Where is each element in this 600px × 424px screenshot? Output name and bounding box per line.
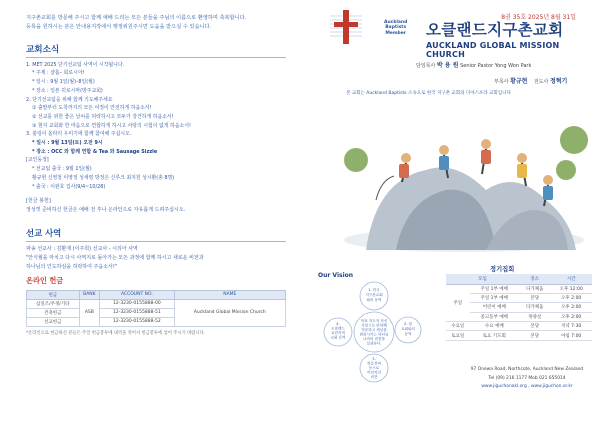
senior-pastor: 담임목사 박 용 원 Senior Pastor Yong Won Park xyxy=(416,62,532,69)
vision-center-line: 변화시키는 하나님 xyxy=(359,332,389,337)
staff-list: 부목사 황규현 전도사 정혁기 xyxy=(494,78,568,85)
mission-line: 하나님의 인도하심을 허락하여 주옵소서!" xyxy=(26,263,118,270)
phone: Tel (09) 216 1177 Mob 021 655014 xyxy=(488,375,566,381)
table-row: 수요일 수요 예배 본당 저녁 7:30 xyxy=(446,322,592,331)
news-item: ③ 현지 교회와 한 마음으로 연합하게 하시고 사랑의 시험이 없게 하옵소서! xyxy=(32,122,191,129)
vision-item: 교회와의 xyxy=(401,327,415,331)
contact-info xyxy=(458,366,596,392)
website-link[interactable]: www.jiguchonakl.org , www.jiguchon.or.kr xyxy=(481,384,573,389)
schedule-header: 시간 xyxy=(550,274,592,284)
table-row: 토요일 토요 기도회 본당 아침 7:00 xyxy=(446,331,592,340)
vision-item: 교회 동역 xyxy=(330,335,346,340)
schedule-header: 모임 xyxy=(446,274,519,284)
vision-item: 동역 xyxy=(404,332,412,336)
left-page xyxy=(26,10,298,336)
vision-item: 복음전파 xyxy=(367,361,381,366)
table-row: 선교헌금 12-3230-0155888-52 xyxy=(27,317,286,326)
church-logo-icon xyxy=(326,8,366,46)
welcome-text xyxy=(26,14,298,31)
welcome-line: 등록을 원하시는 분은 안내용지작에서 행정위원주시면 도움을 받으실 수 있습니다. xyxy=(26,23,212,30)
vision-item: 동으로 xyxy=(368,366,380,370)
vision-item: 비전 xyxy=(370,375,378,379)
news-item: * 선교팀 출국 : 9월 1일(월) xyxy=(32,166,92,173)
baptist-member-badge: Auckland Baptists Member xyxy=(384,20,408,36)
offering-notice xyxy=(26,197,298,214)
table-row: 주일 주일 1부 예배 다가체움 오후 12:00 xyxy=(446,284,592,293)
vision-center-line: 나라의 비전을 xyxy=(363,337,385,341)
mission-title: 선교 사역 xyxy=(26,227,286,242)
schedule-table xyxy=(446,274,592,341)
table-row: 건축헌금 12-3230-0155888-51 xyxy=(27,308,286,317)
offering-text: 정성껏 준비하신 헌금은 예배 전 후나 온라인으로 자유롭게 드려주십시오. xyxy=(26,206,186,213)
bank-table xyxy=(26,290,286,327)
vision-item: 오클랜드 xyxy=(331,326,345,331)
vision-title: Our Vision xyxy=(318,272,354,279)
vision-center-line: 사랑으로 안락해 xyxy=(361,323,387,328)
news-item: 황규현 신영철 이영정 성세령 방정은 신루크 최지원 성시환(총 8명) xyxy=(32,174,175,181)
vision-diagram xyxy=(316,278,436,384)
schedule-header: 장소 xyxy=(519,274,550,284)
offering-heading: [헌금 봉헌] xyxy=(26,198,51,205)
church-name-korean: 오클랜드지구촌교회 xyxy=(426,21,564,39)
bank-header: 헌금 xyxy=(27,290,80,299)
bank-name: ASB xyxy=(79,299,100,326)
account-name: Auckland Global Mission Church xyxy=(174,299,285,326)
vision-center-line: 적응하고 세상을 xyxy=(361,328,387,332)
vision-item: 2. 열 xyxy=(403,322,413,326)
news-item: 1. MET 2025 단기선교팀 사역이 시작됩니다. xyxy=(26,61,125,68)
issue-date: 8권 35호 2025년 8월 31일 xyxy=(501,14,576,21)
vision-center-line: 목표 지도자 자신 xyxy=(360,319,388,323)
table-row: 중고등부 예배 목양실 오후 2:00 xyxy=(446,312,592,321)
news-item: [교인동정] xyxy=(26,157,49,164)
news-item: * 일시 : 9월 1일(월)–8일(월) xyxy=(32,79,95,86)
mission-text xyxy=(26,245,298,272)
news-title: 교회소식 xyxy=(26,43,286,58)
mission-line: 파송 선교사 : 김환재 (이주희) 선교사 - 시리아 사역 xyxy=(26,245,138,252)
table-row: 주일 1부 예배 본당 오후 2:00 xyxy=(446,293,592,302)
vision-item: 이민자의 xyxy=(367,370,381,375)
vision-item: 4. xyxy=(336,322,340,326)
table-row: 십일조/주정/기타 ASB 12-3230-0155888-00 Auckland Global Mission Church xyxy=(27,299,286,308)
news-item: * 출국 : 이관호 집사(9/4~10/28) xyxy=(32,183,106,190)
vision-item: 1. 한국 xyxy=(368,288,380,292)
news-item: * 장소 : OCC 와 함께 연합 & Tea 와 Sausage Sizzle xyxy=(32,148,158,155)
news-item: 2. 단기선교팀을 위해 함께 기도해주세요 xyxy=(26,96,113,103)
vision-item: 지구촌교회 xyxy=(365,293,383,297)
mountain-climbers-illustration xyxy=(336,100,592,254)
online-offering-title: 온라인 헌금 xyxy=(26,275,64,285)
schedule-title: 정기집회 xyxy=(490,266,515,273)
vision-item: 와의 동역 xyxy=(366,298,382,302)
vision-item: 교민지역 xyxy=(331,331,345,335)
bank-header: NAME xyxy=(174,290,285,299)
address: 97 Onewa Road, Northcote, Auckland New Zealand xyxy=(470,367,584,372)
church-description: 본 교회는 Auckland Baptists 소속으로 한국 지구촌 교회의 디아스포라 교회입니다 xyxy=(346,91,511,96)
offering-note: *온라인으로 헌금하신 분들은 주일 헌금봉투에 내역을 적어서 헌금봉투에 넣어 주시기 바랍니다. xyxy=(26,330,206,336)
news-item: * 일시 : 9월 13일(토) 오전 9시 xyxy=(32,140,103,147)
bank-header: ACCOUNT NO. xyxy=(100,290,174,299)
bank-header: BANK xyxy=(79,290,100,299)
news-item: 3. 볼링이 올라리 우미기에 함께 참여해 주십시오. xyxy=(26,131,132,138)
vision-center-line: 실현한다. xyxy=(366,341,382,346)
news-item: ② 선교를 위한 좋은 날씨를 허락하시고 모두가 강건하게 하옵소서! xyxy=(32,113,174,120)
table-row: 어린이 예배 다가체움 오후 2:00 xyxy=(446,303,592,312)
mission-line: "안식월을 마치고 다시 사역지로 돌아가는 모든 과정에 함께 하시고 새로운 비전과 xyxy=(26,254,204,261)
news-item: * 주제 : 샬롬– 회로시아! xyxy=(32,70,85,77)
church-name-english: AUCKLAND GLOBAL MISSION CHURCH xyxy=(426,41,560,59)
news-item: ① 출발부터 도착까지의 모든 여정이 안전하게 하옵소서! xyxy=(32,105,152,112)
welcome-line: 지구촌교회를 방문해 주시고 함께 예배 드리는 모든 분들을 주님의 이름으로 환영하며 축복합니다. xyxy=(26,15,247,21)
news-list xyxy=(26,61,298,192)
vision-item: 3. xyxy=(372,357,376,361)
news-item: * 장소 : 일본 히로시마(방주교회) xyxy=(32,87,103,94)
